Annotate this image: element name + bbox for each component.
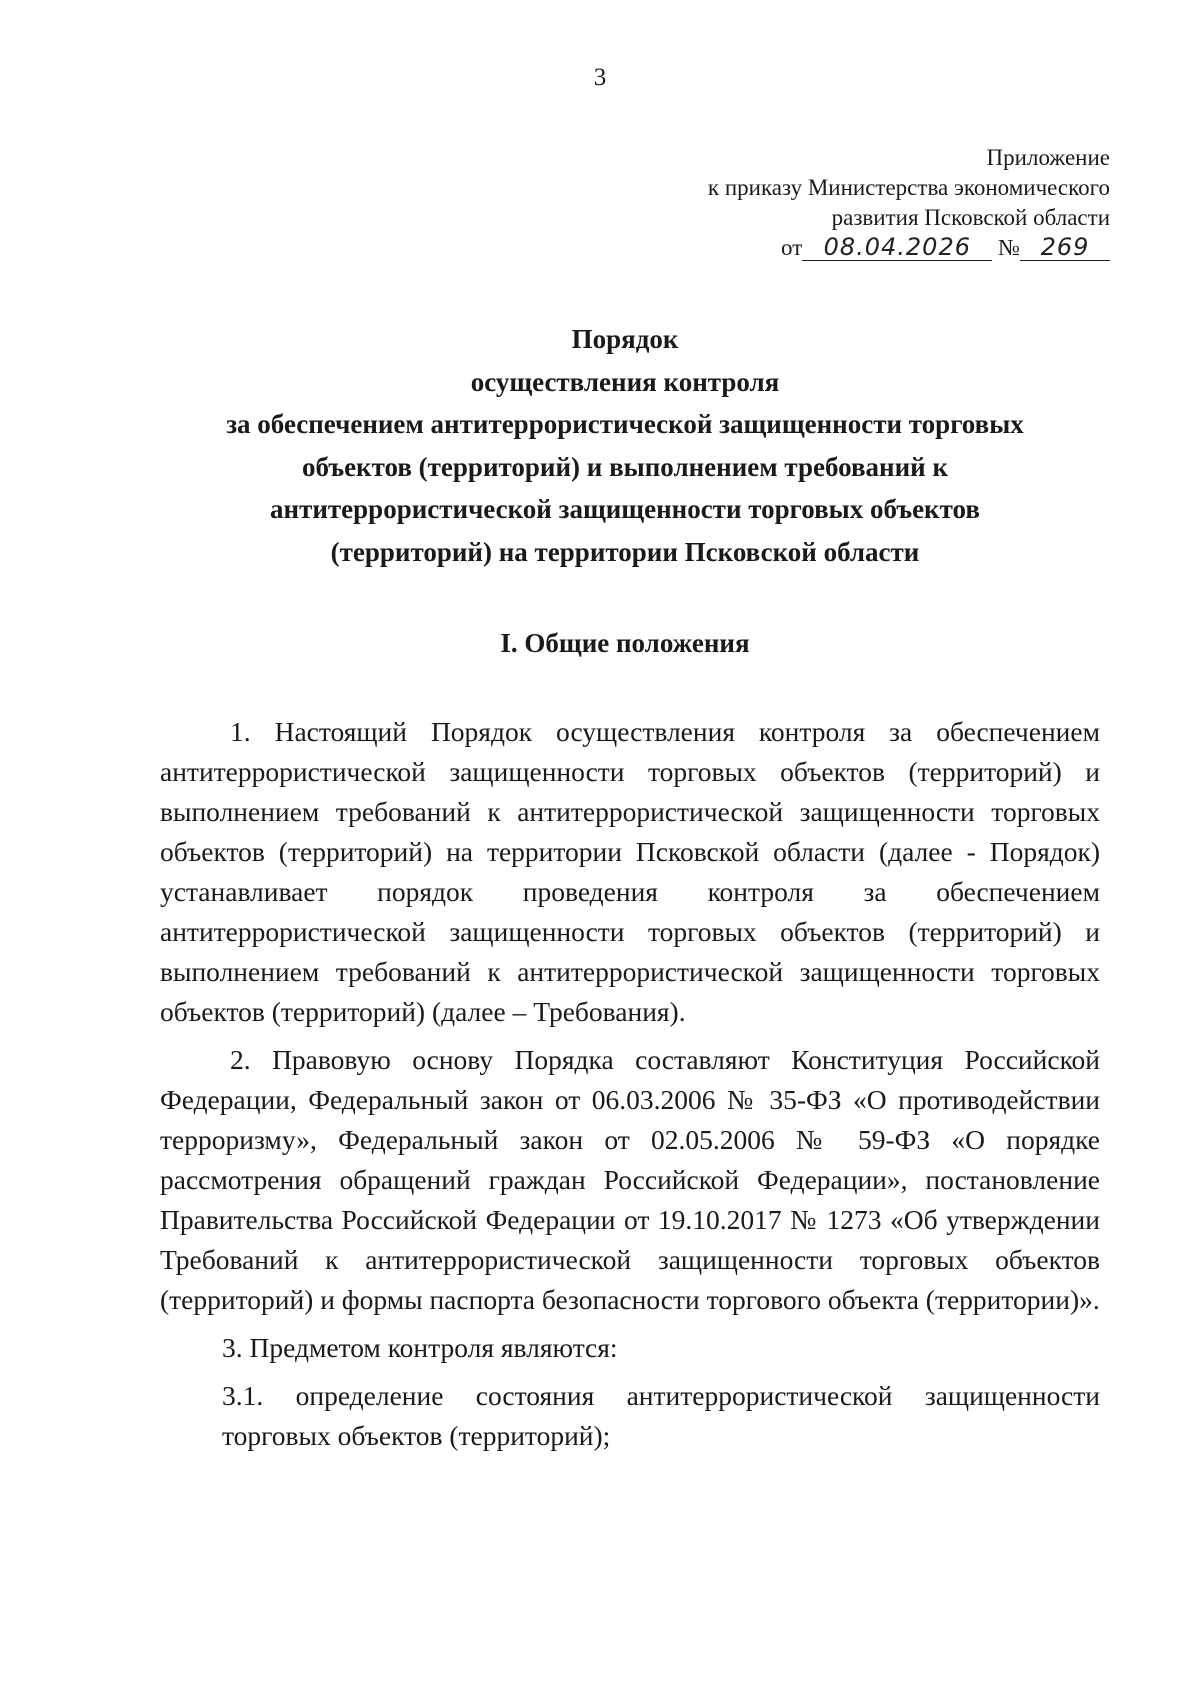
appendix-header	[590, 143, 1110, 263]
paragraph-2: 2. Правовую основу Порядка составляют Конституция Российской Федерации, Федеральный закон от 06.03.2006 № 35-ФЗ «О противодействии терроризму», Федеральный закон от 02.05.2006 № 59-ФЗ «О порядке рассмотрения обращений граждан Российской Федерации», постановление Правительства Российской Федерации от 19.10.2017 № 1273 «Об утверждении Требований к антитеррористической защищенности торговых объектов (территорий) и формы паспорта безопасности торгового объекта (территории)».	[160, 1044, 1100, 1315]
handwritten-number: 269	[1020, 234, 1110, 261]
paragraph-3-1: 3.1. определение состояния антитеррористической защищенности торговых объектов (территорий);	[222, 1380, 1100, 1451]
title-line: (территорий) на территории Псковской области	[330, 536, 920, 567]
appendix-title: Приложение	[986, 145, 1110, 170]
section-heading: I. Общие положения	[500, 628, 750, 658]
title-line: антитеррористической защищенности торговых объектов	[270, 494, 980, 524]
title-line: осуществления контроля	[470, 366, 780, 397]
paragraph-3: 3. Предметом контроля являются:	[222, 1332, 618, 1363]
body-text	[160, 712, 1100, 1464]
title-line: за обеспечением антитеррористической защищенности торговых	[226, 409, 1024, 439]
date-prefix: от	[781, 235, 803, 260]
document-title	[150, 318, 1100, 573]
appendix-order-line: к приказу Министерства экономического	[707, 175, 1110, 200]
handwritten-date: 08.04.2026	[802, 234, 992, 261]
appendix-ministry-line: развития Псковской области	[831, 205, 1110, 230]
paragraph-1: 1. Настоящий Порядок осуществления контроля за обеспечением антитеррористической защищенности торговых объектов (территорий) и выполнением требований к антитеррористической защищенности торговых объектов (территорий) на территории Псковской области (далее - Порядок) устанавливает порядок проведения контроля за обеспечением антитеррористической защищенности торговых объектов (территорий) и выполнением требований к антитеррористической защищенности торговых объектов (территорий) (далее – Требования).	[160, 716, 1100, 1027]
title-line: Порядок	[571, 324, 679, 354]
page-number: 3	[593, 64, 607, 91]
number-prefix: №	[998, 235, 1020, 260]
appendix-date-number-line	[590, 233, 1110, 263]
title-line: объектов (территорий) и выполнением требований к	[302, 451, 948, 482]
